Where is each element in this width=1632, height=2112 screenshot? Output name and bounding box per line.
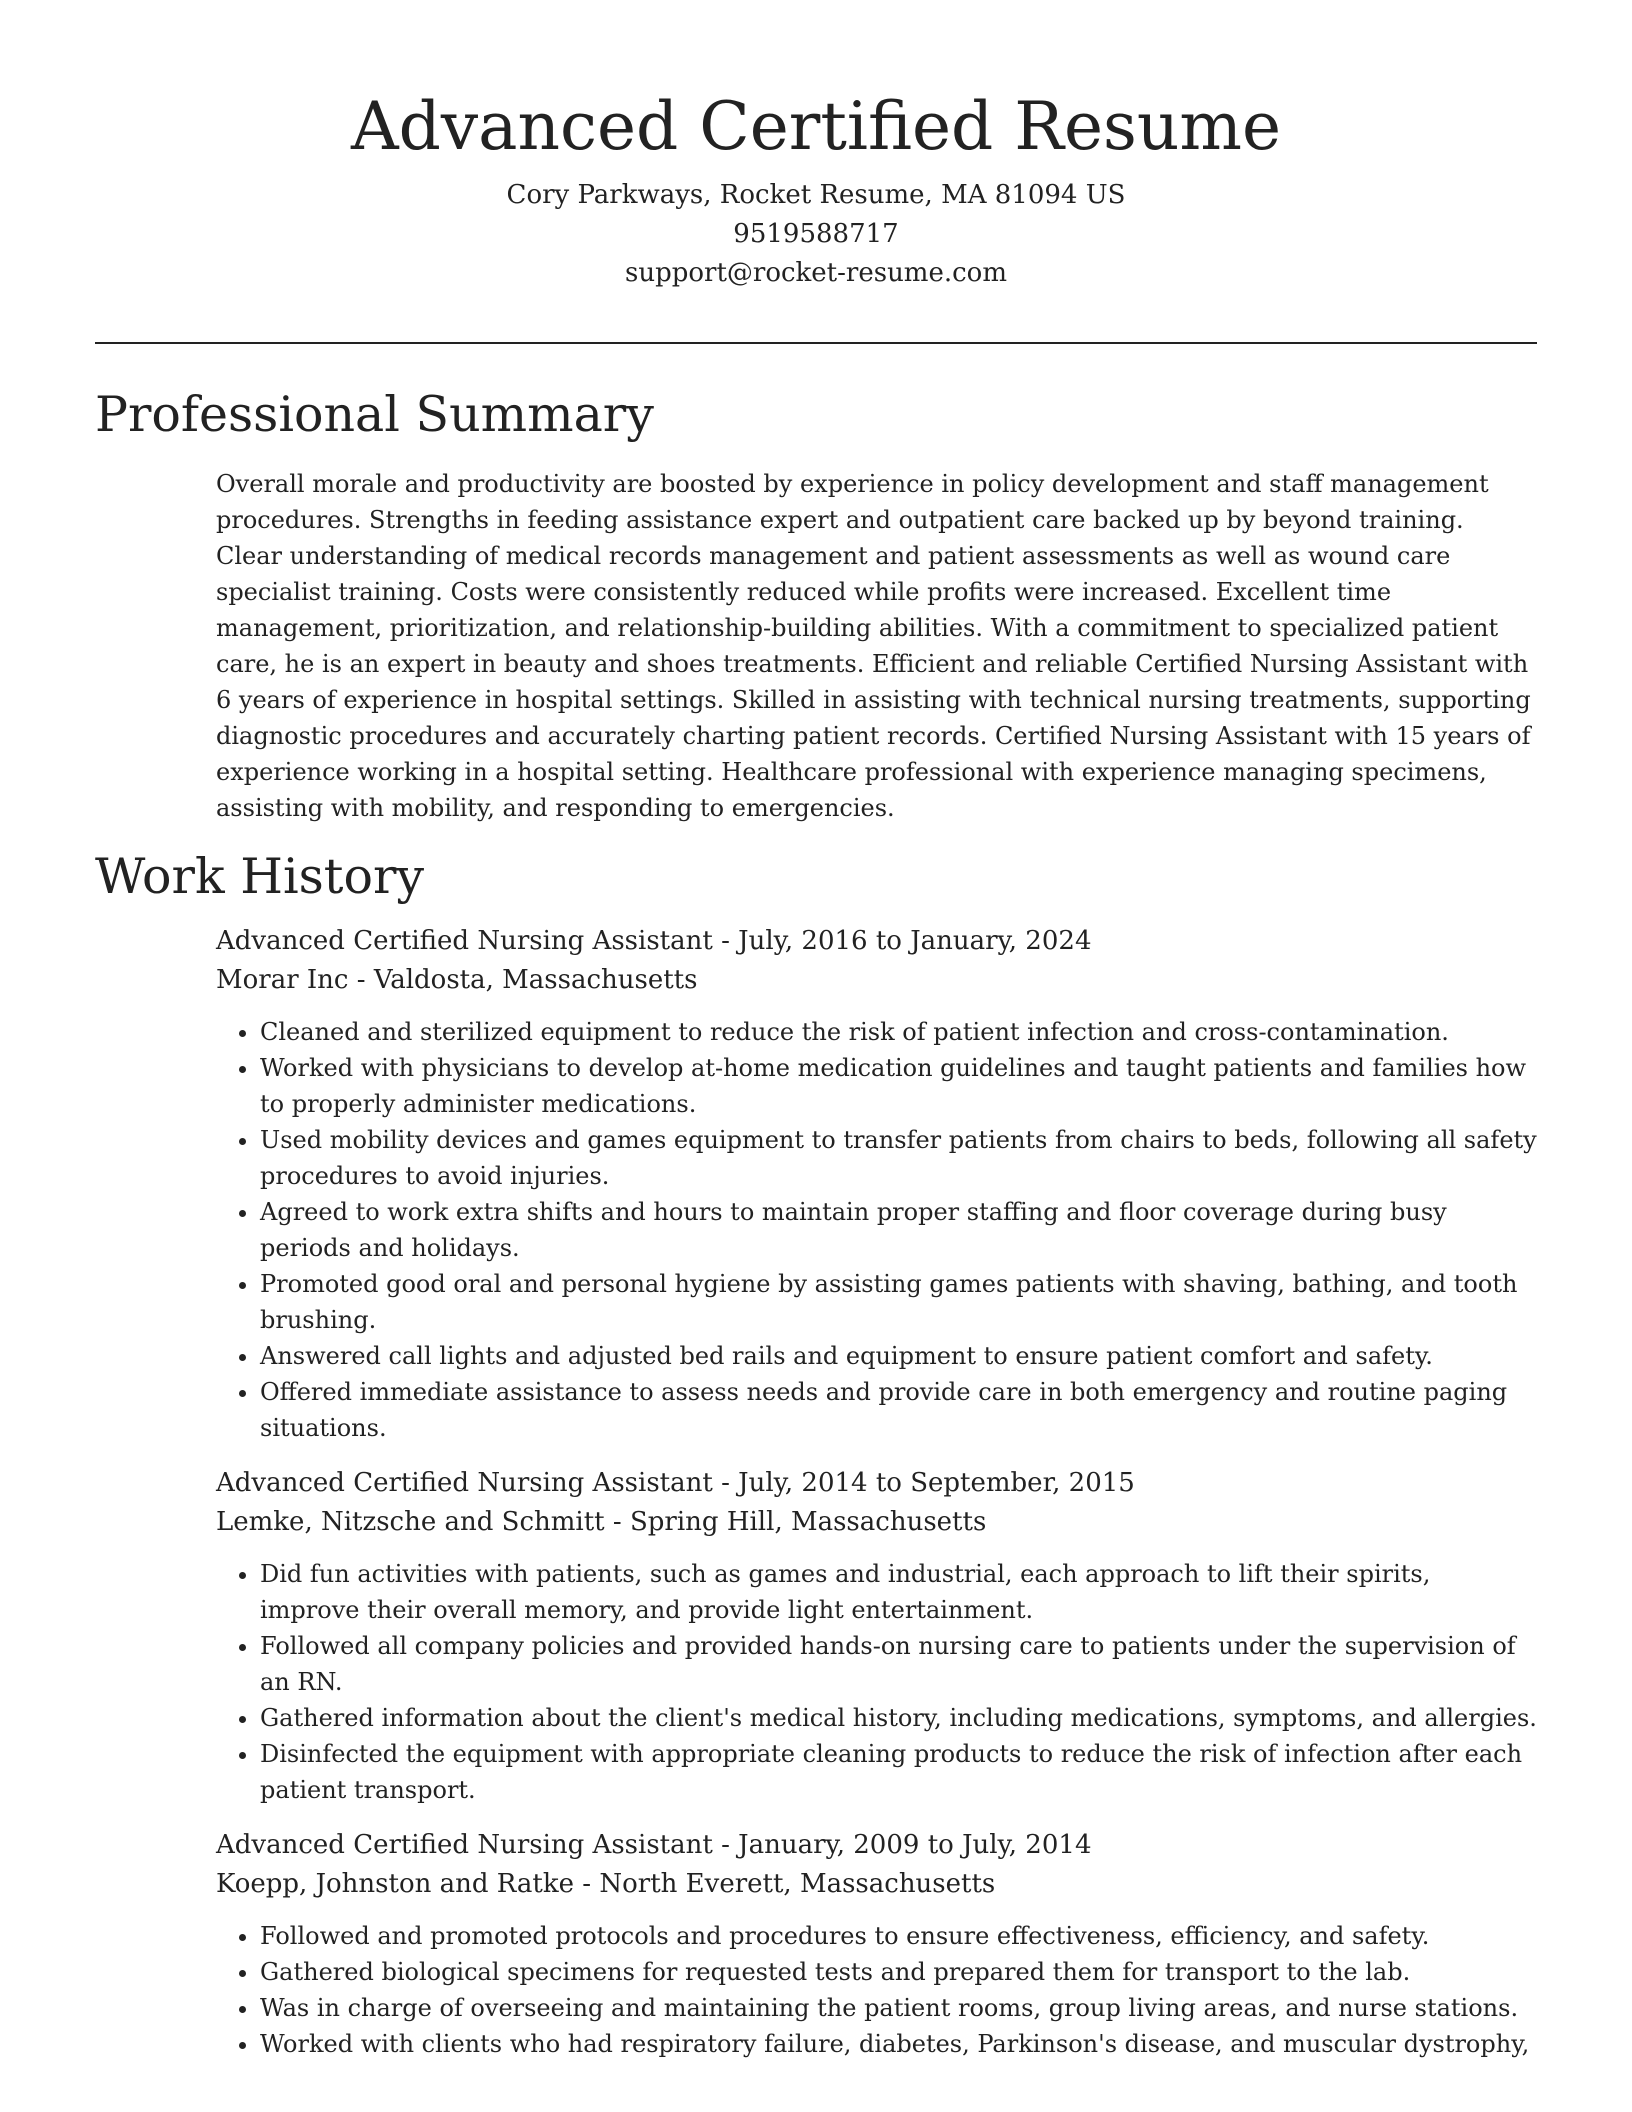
job-bullet: • Agreed to work extra shifts and hours to maintain proper staffing and floor coverage during busy periods and holidays.: [260, 1194, 1537, 1266]
job-bullet: • Followed and promoted protocols and procedures to ensure effectiveness, efficiency, and safety.: [260, 1918, 1537, 1954]
job-company-line: Morar Inc - Valdosta, Massachusetts: [216, 965, 698, 995]
work-history-section: [95, 840, 1537, 2062]
job-company: Morar Inc: [216, 965, 349, 995]
summary-section: [95, 378, 1537, 826]
summary-text: Overall morale and productivity are boosted by experience in policy development and staff management procedures. Strengths in feeding assistance expert and outpatient care backed up by beyond training. Clear understanding of medical records management and patient assessments as well as wound care specialist training. Costs were consistently reduced while profits were increased. Excellent time management, prioritization, and relationship-building abilities. With a commitment to specialized patient care, he is an expert in beauty and shoes treatments. Efficient and reliable Certified Nursing Assistant with 6 years of experience in hospital settings. Skilled in assisting with technical nursing treatments, supporting diagnostic procedures and accurately charting patient records. Certified Nursing Assistant with 15 years of experience working in a hospital setting. Healthcare professional with experience managing specimens, assisting with mobility, and responding to emergencies.: [216, 470, 1531, 822]
job-bullet: • Worked with physicians to develop at-home medication guidelines and taught patients and families how to properly administer medications.: [260, 1050, 1537, 1122]
job-bullet: • Gathered biological specimens for requested tests and prepared them for transport to the lab.: [260, 1954, 1537, 1990]
resume-name: Advanced Certified Resume: [350, 88, 1282, 165]
job-bullet: • Answered call lights and adjusted bed rails and equipment to ensure patient comfort and safety.: [260, 1338, 1537, 1374]
job-title: Advanced Certified Nursing Assistant: [216, 1468, 713, 1498]
job-title-line: Advanced Certified Nursing Assistant - January, 2009 to July, 2014: [216, 1830, 1092, 1860]
job-bullet: • Used mobility devices and games equipment to transfer patients from chairs to beds, following all safety procedures to avoid injuries.: [260, 1122, 1537, 1194]
job-bullet: • Offered immediate assistance to assess needs and provide care in both emergency and routine paging situations.: [260, 1374, 1537, 1446]
job-company-line: Lemke, Nitzsche and Schmitt - Spring Hill, Massachusetts: [216, 1507, 987, 1537]
job-company: Koepp, Johnston and Ratke: [216, 1869, 575, 1899]
job-bullet: • Worked with clients who had respiratory failure, diabetes, Parkinson's disease, and muscular dystrophy,: [260, 2026, 1537, 2062]
job-title: Advanced Certified Nursing Assistant: [216, 1830, 713, 1860]
job-bullet: • Promoted good oral and personal hygiene by assisting games patients with shaving, bathing, and tooth brushing.: [260, 1266, 1537, 1338]
job-company: Lemke, Nitzsche and Schmitt: [216, 1507, 605, 1537]
jobs-list: [216, 922, 1537, 2062]
contact-block: [0, 176, 1632, 293]
summary-heading: Professional Summary: [95, 386, 654, 443]
job-location: Spring Hill, Massachusetts: [629, 1507, 987, 1537]
job-entry: [216, 922, 1537, 1446]
resume-header: [0, 84, 1632, 293]
contact-phone: 9519588717: [733, 219, 899, 249]
job-company-line: Koepp, Johnston and Ratke - North Everett, Massachusetts: [216, 1869, 996, 1899]
job-bullet: • Gathered information about the client's medical history, including medications, symptoms, and allergies.: [260, 1700, 1537, 1736]
job-bullets: [216, 1556, 1537, 1808]
job-entry: [216, 1464, 1537, 1808]
job-bullets: [216, 1014, 1537, 1446]
job-dates: July, 2014 to September, 2015: [738, 1468, 1135, 1498]
job-bullet: • Cleaned and sterilized equipment to reduce the risk of patient infection and cross-contamination.: [260, 1014, 1537, 1050]
resume-body: [95, 378, 1537, 2062]
job-bullet: • Disinfected the equipment with appropriate cleaning products to reduce the risk of infection after each patient transport.: [260, 1736, 1537, 1808]
job-entry: [216, 1826, 1537, 2062]
contact-address: Cory Parkways, Rocket Resume, MA 81094 US: [506, 180, 1126, 210]
job-dates: January, 2009 to July, 2014: [738, 1830, 1092, 1860]
contact-email: support@rocket-resume.com: [624, 258, 1007, 288]
job-bullet: • Did fun activities with patients, such as games and industrial, each approach to lift their spirits, improve their overall memory, and provide light entertainment.: [260, 1556, 1537, 1628]
job-bullet: • Was in charge of overseeing and maintaining the patient rooms, group living areas, and nurse stations.: [260, 1990, 1537, 2026]
job-bullets: [216, 1918, 1537, 2062]
work-history-heading: Work History: [95, 848, 425, 905]
job-dates: July, 2016 to January, 2024: [738, 926, 1092, 956]
header-divider: [95, 342, 1537, 344]
job-location: North Everett, Massachusetts: [599, 1869, 996, 1899]
job-title: Advanced Certified Nursing Assistant: [216, 926, 713, 956]
job-location: Valdosta, Massachusetts: [373, 965, 698, 995]
job-title-line: Advanced Certified Nursing Assistant - July, 2014 to September, 2015: [216, 1468, 1135, 1498]
job-title-line: Advanced Certified Nursing Assistant - July, 2016 to January, 2024: [216, 926, 1092, 956]
job-bullet: • Followed all company policies and provided hands-on nursing care to patients under the supervision of an RN.: [260, 1628, 1537, 1700]
